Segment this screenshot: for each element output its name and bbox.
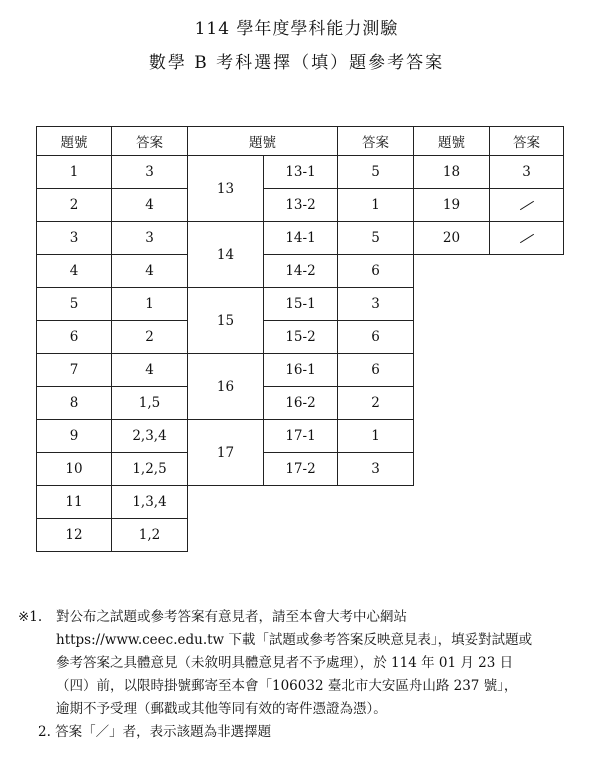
answer-value: 1,5 bbox=[111, 386, 188, 420]
page-subtitle: 數學 B 考科選擇（填）題參考答案 bbox=[148, 53, 445, 73]
question-number: 2 bbox=[36, 188, 112, 222]
sub-question-number: 13-2 bbox=[263, 188, 338, 222]
answer-value: 4 bbox=[111, 188, 188, 222]
answer-value: 3 bbox=[337, 287, 414, 321]
slash-mark bbox=[519, 233, 533, 242]
group-question-number: 14 bbox=[187, 221, 264, 288]
question-number: 9 bbox=[36, 419, 112, 453]
answer-value: 1 bbox=[337, 188, 414, 222]
question-number: 7 bbox=[36, 353, 112, 387]
question-number: 4 bbox=[36, 254, 112, 288]
header-answer: 答案 bbox=[111, 126, 188, 156]
answer-value: 5 bbox=[337, 155, 414, 189]
answer-value bbox=[489, 221, 564, 255]
answer-value: 3 bbox=[489, 155, 564, 189]
answer-value: 5 bbox=[337, 221, 414, 255]
answer-value: 2,3,4 bbox=[111, 419, 188, 453]
answer-value: 1,2 bbox=[111, 518, 188, 552]
group-question-number: 13 bbox=[187, 155, 264, 222]
question-number: 8 bbox=[36, 386, 112, 420]
question-number: 11 bbox=[36, 485, 112, 519]
note-2: 2. 答案「／」者，表示該題為非選擇題 bbox=[38, 724, 272, 740]
header-question: 題號 bbox=[187, 126, 338, 156]
sub-question-number: 16-2 bbox=[263, 386, 338, 420]
question-number: 18 bbox=[413, 155, 490, 189]
question-number: 19 bbox=[413, 188, 490, 222]
answer-value: 4 bbox=[111, 353, 188, 387]
answer-value: 6 bbox=[337, 353, 414, 387]
answer-value: 4 bbox=[111, 254, 188, 288]
question-number: 5 bbox=[36, 287, 112, 321]
answer-value: 6 bbox=[337, 320, 414, 354]
question-number: 20 bbox=[413, 221, 490, 255]
answer-value: 1 bbox=[111, 287, 188, 321]
answer-value: 1,2,5 bbox=[111, 452, 188, 486]
header-answer: 答案 bbox=[337, 126, 414, 156]
group-question-number: 17 bbox=[187, 419, 264, 486]
question-number: 1 bbox=[36, 155, 112, 189]
sub-question-number: 16-1 bbox=[263, 353, 338, 387]
answer-value: 3 bbox=[111, 221, 188, 255]
note-1-line-2: https://www.ceec.edu.tw 下載「試題或參考答案反映意見表」，填妥對試題或 bbox=[56, 632, 533, 648]
note-1-line-3: 參考答案之具體意見（未敘明具體意見者不予處理），於 114 年 01 月 23 日 bbox=[56, 655, 514, 671]
question-number: 12 bbox=[36, 518, 112, 552]
sub-question-number: 13-1 bbox=[263, 155, 338, 189]
slash-mark bbox=[519, 200, 533, 209]
question-number: 6 bbox=[36, 320, 112, 354]
header-answer: 答案 bbox=[489, 126, 564, 156]
answer-value: 3 bbox=[337, 452, 414, 486]
header-question: 題號 bbox=[413, 126, 490, 156]
answer-value: 3 bbox=[111, 155, 188, 189]
sub-question-number: 15-2 bbox=[263, 320, 338, 354]
answer-value: 2 bbox=[337, 386, 414, 420]
sub-question-number: 15-1 bbox=[263, 287, 338, 321]
sub-question-number: 14-1 bbox=[263, 221, 338, 255]
question-number: 10 bbox=[36, 452, 112, 486]
answer-value: 1,3,4 bbox=[111, 485, 188, 519]
answer-value bbox=[489, 188, 564, 222]
note-1-marker: ※1. bbox=[18, 609, 43, 625]
note-1-line-4: （四）前，以限時掛號郵寄至本會「106032 臺北市大安區舟山路 237 號」， bbox=[56, 678, 518, 694]
answer-value: 2 bbox=[111, 320, 188, 354]
group-question-number: 16 bbox=[187, 353, 264, 420]
answer-value: 1 bbox=[337, 419, 414, 453]
header-question: 題號 bbox=[36, 126, 112, 156]
group-question-number: 15 bbox=[187, 287, 264, 354]
sub-question-number: 14-2 bbox=[263, 254, 338, 288]
page-title: 114 學年度學科能力測驗 bbox=[194, 19, 399, 39]
question-number: 3 bbox=[36, 221, 112, 255]
answer-value: 6 bbox=[337, 254, 414, 288]
note-1-line-1: 對公布之試題或參考答案有意見者，請至本會大考中心網站 bbox=[56, 609, 407, 625]
sub-question-number: 17-1 bbox=[263, 419, 338, 453]
sub-question-number: 17-2 bbox=[263, 452, 338, 486]
note-1-line-5: 逾期不予受理（郵戳或其他等同有效的寄件憑證為憑）。 bbox=[56, 701, 387, 717]
